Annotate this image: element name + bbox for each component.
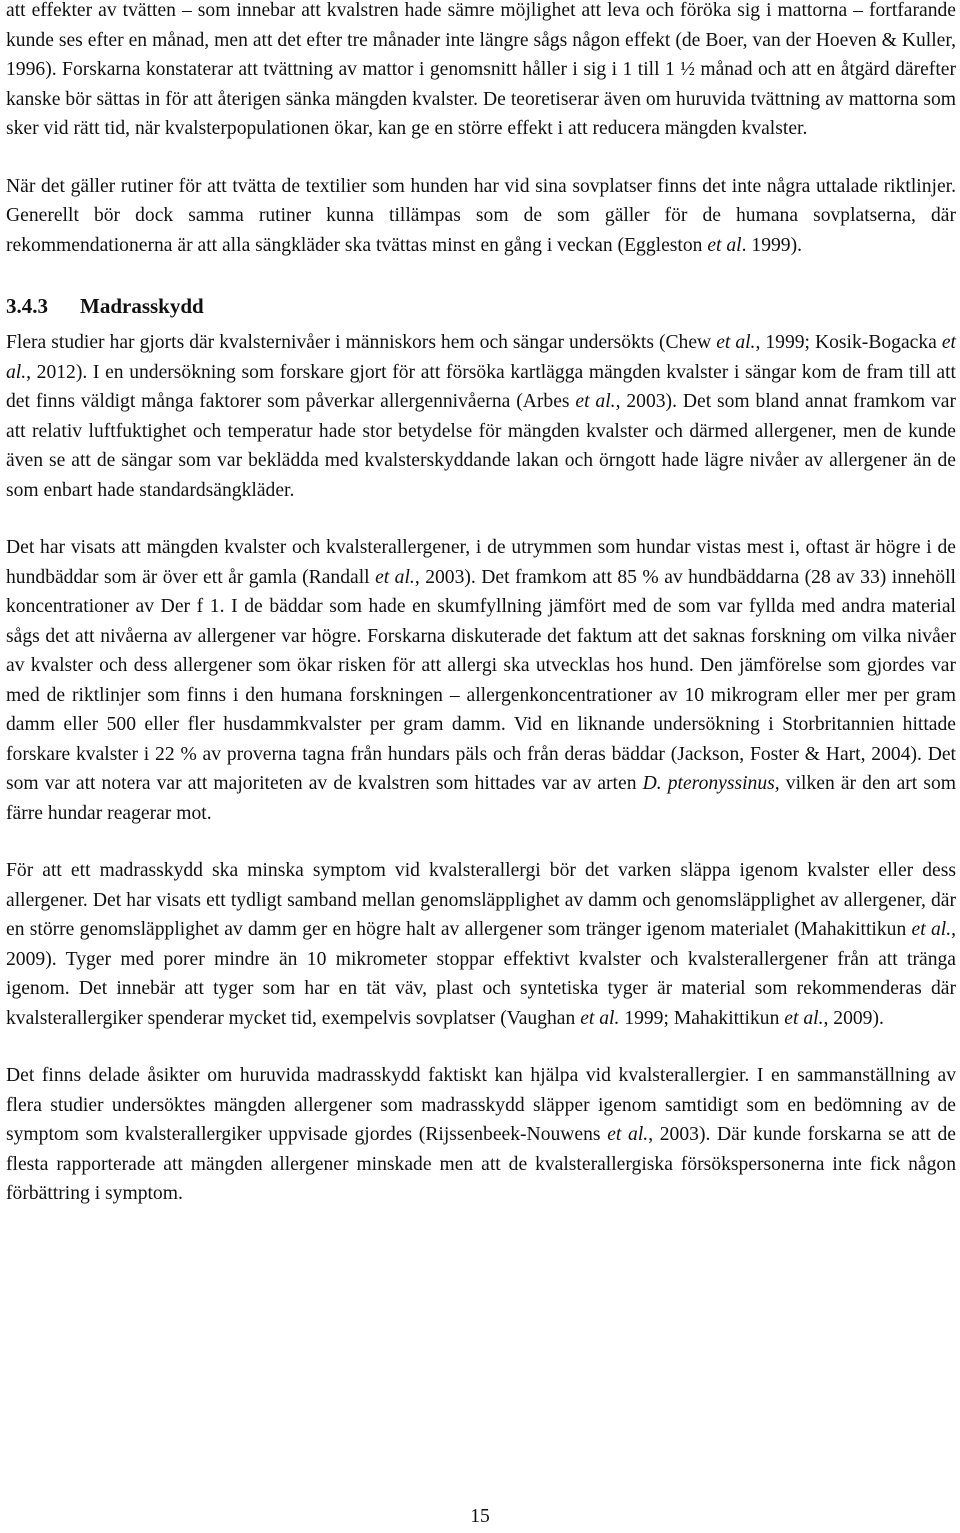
paragraph-2: När det gäller rutiner för att tvätta de textilier som hunden har vid sina sovplatser finns det inte några uttalade riktlinjer. Generellt bör dock samma rutiner kunna tillämpas som de som gäller för de humana sovplatserna, där rekommendationerna är att alla sängkläder ska tvättas minst en gång i veckan (Eggleston et al. 1999).: [6, 175, 956, 256]
paragraph-6: Det finns delade åsikter om huruvida madrasskydd faktiskt kan hjälpa vid kvalsterallergier. I en sammanställning av flera studier undersöktes mängden allergener som madrasskydd släpper igenom samtidigt som en bedömning av de symptom som kvalsterallergiker uppvisade gjordes (Rijssenbeek-Nouwens et al., 2003). Där kunde forskarna se att de flesta rapporterade att mängden allergener minskade men att de kvalsterallergiska försökspersonerna inte fick någon förbättring i symptom.: [6, 1065, 957, 1204]
paragraph-3: Flera studier har gjorts där kvalsternivåer i människors hem och sängar undersökts (Chew et al., 1999; Kosik-Bogacka et al., 2012). I en undersökning som forskare gjort för att försöka kartlägga mängden kvalster i sängar kom de fram till att det finns väldigt många faktorer som påverkar allergennivåerna (Arbes et al., 2003). Det som bland annat framkom var att relativ luftfuktighet och temperatur hade stor betydelse för mängden kvalster och därmed allergener, men de kunde även se att de sängar som var beklädda med kvalsterskyddande lakan och örngott hade lägre nivåer av allergener än de som enbart hade standardsängkläder.: [6, 332, 956, 501]
paragraph-5: För att ett madrasskydd ska minska symptom vid kvalsterallergi bör det varken släppa igenom kvalster eller dess allergener. Det har visats ett tydligt samband mellan genomsläpplighet av damm och genomsläpplighet av allergener, där en större genomsläpplighet av damm ger en högre halt av allergener som tränger igenom materialet (Mahakittikun et al., 2009). Tyger med porer mindre än 10 mikrometer stoppar effektivt kvalster och kvalsterallergener från att tränga igenom. Det innebär att tyger som har en tät väv, plast och syntetiska tyger är material som rekommenderas där kvalsterallergiker spenderar mycket tid, exempelvis sovplatser (Vaughan et al. 1999; Mahakittikun et al., 2009).: [6, 860, 957, 1029]
paragraph-4: Det har visats att mängden kvalster och kvalsterallergener, i de utrymmen som hundar vistas mest i, oftast är högre i de hundbäddar som är över ett år gamla (Randall et al., 2003). Det framkom att 85 % av hundbäddarna (28 av 33) innehöll koncentrationer av Der f 1. I de bäddar som hade en skumfyllning jämfört med de som var fyllda med andra material sågs det att nivåerna av allergener var högre. Forskarna diskuterade det faktum att det saknas forskning om vilka nivåer av kvalster och dess allergener som ökar risken för att allergi ska utvecklas hos hund. Den jämförelse som gjordes var med de riktlinjer som finns i den humana forskningen – allergenkoncentrationer av 10 mikrogram eller mer per gram damm eller 500 eller fler husdammkvalster per gram damm. Vid en liknande undersökning i Storbritannien hittade forskare kvalster i 22 % av proverna tagna från hundars päls och från deras bäddar (Jackson, Foster & Hart, 2004). Det som var att notera var att majoriteten av de kvalstren som hittades var av arten D. pteronyssinus, vilken är den art som färre hundar reagerar mot.: [6, 537, 956, 824]
paragraph-1: att effekter av tvätten – som innebar att kvalstren hade sämre möjlighet att leva och föröka sig i mattorna – fortfarande kunde ses efter en månad, men att det efter tre månader inte längre sågs någon effekt (de Boer, van der Hoeven & Kuller, 1996). Forskarna konstaterar att tvättning av mattor i genomsnitt håller i sig i 1 till 1 ½ månad och att en åtgärd därefter kanske bör sättas in för att återigen sänka mängden kvalster. De teoretiserar även om huruvida tvättning av mattorna som sker vid rätt tid, när kvalsterpopulationen ökar, kan ge en större effekt i att reducera mängden kvalster.: [6, 0, 956, 139]
section-title: Madrasskydd: [80, 294, 204, 318]
page-number: 15: [470, 1506, 490, 1527]
section-number: 3.4.3: [6, 294, 48, 318]
section-heading: [6, 288, 956, 324]
document-page: [6, 0, 956, 1237]
